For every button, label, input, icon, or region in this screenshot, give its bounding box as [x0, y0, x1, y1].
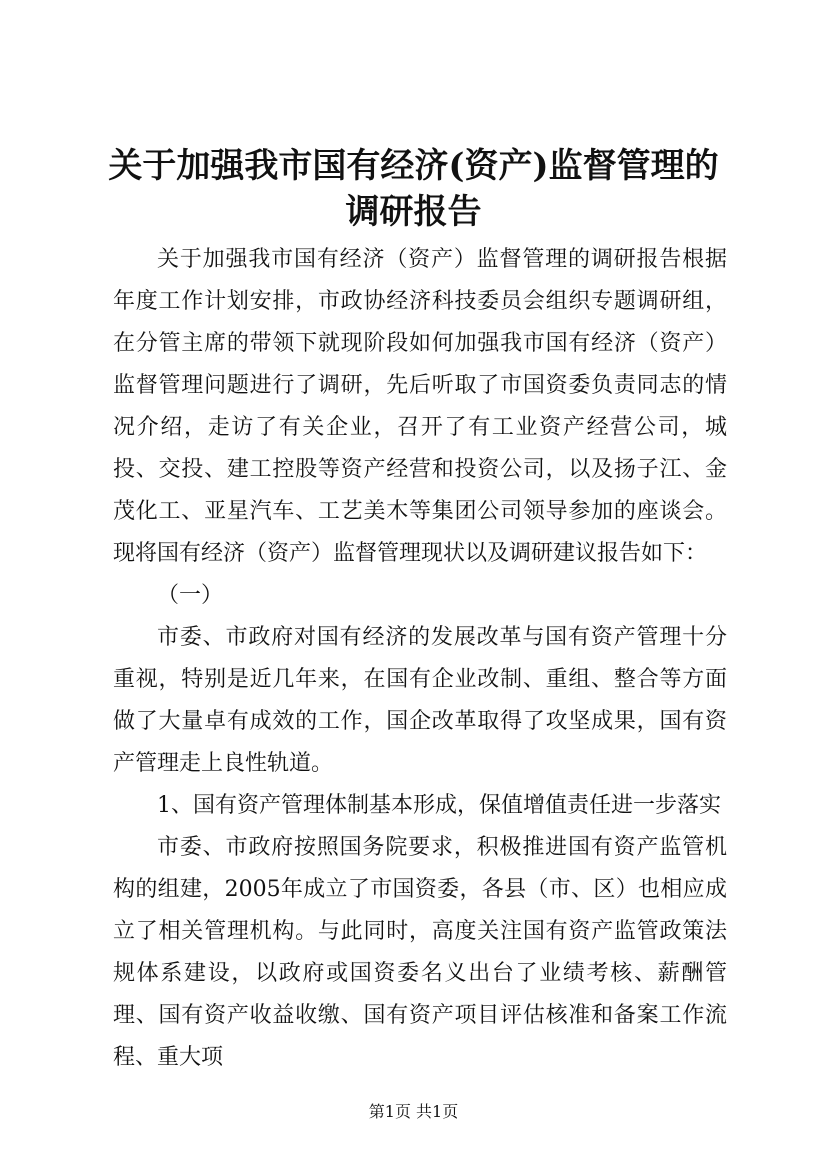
paragraph-intro: 关于加强我市国有经济（资产）监督管理的调研报告根据年度工作计划安排，市政协经济科技委员会组织专题调研组，在分管主席的带领下就现阶段如何加强我市国有经济（资产）监督管理问题进行了调研，先后听取了市国资委负责同志的情况介绍，走访了有关企业，召开了有工业资产经营公司，城投、交投、建工控股等资产经营和投资公司，以及扬子江、金茂化工、亚星汽车、工艺美木等集团公司领导参加的座谈会。现将国有经济（资产）监督管理现状以及调研建议报告如下： [113, 247, 727, 566]
page-footer: 第1页 共1页 [368, 1102, 459, 1121]
subsection-heading-1: 1、国有资产管理体制基本形成，保值增值责任进一步落实 [157, 793, 721, 818]
document-title: 关于加强我市国有经济(资产)监督管理的调研报告 [108, 146, 719, 232]
document-body [113, 239, 727, 1079]
paragraph-system: 市委、市政府按照国务院要求，积极推进国有资产监管机构的组建，2005年成立了市国资委，各县（市、区）也相应成立了相关管理机构。与此同时，高度关注国有资产监管政策法规体系建设，以政府或国资委名义出台了业绩考核、薪酬管理、国有资产收益收缴、国有资产项目评估核准和备案工作流程、重大项 [113, 835, 727, 1070]
section-heading-one: （一） [157, 583, 224, 608]
paragraph-overview: 市委、市政府对国有经济的发展改革与国有资产管理十分重视，特别是近几年来，在国有企业改制、重组、整合等方面做了大量卓有成效的工作，国企改革取得了攻坚成果，国有资产管理走上良性轨道。 [113, 625, 727, 776]
